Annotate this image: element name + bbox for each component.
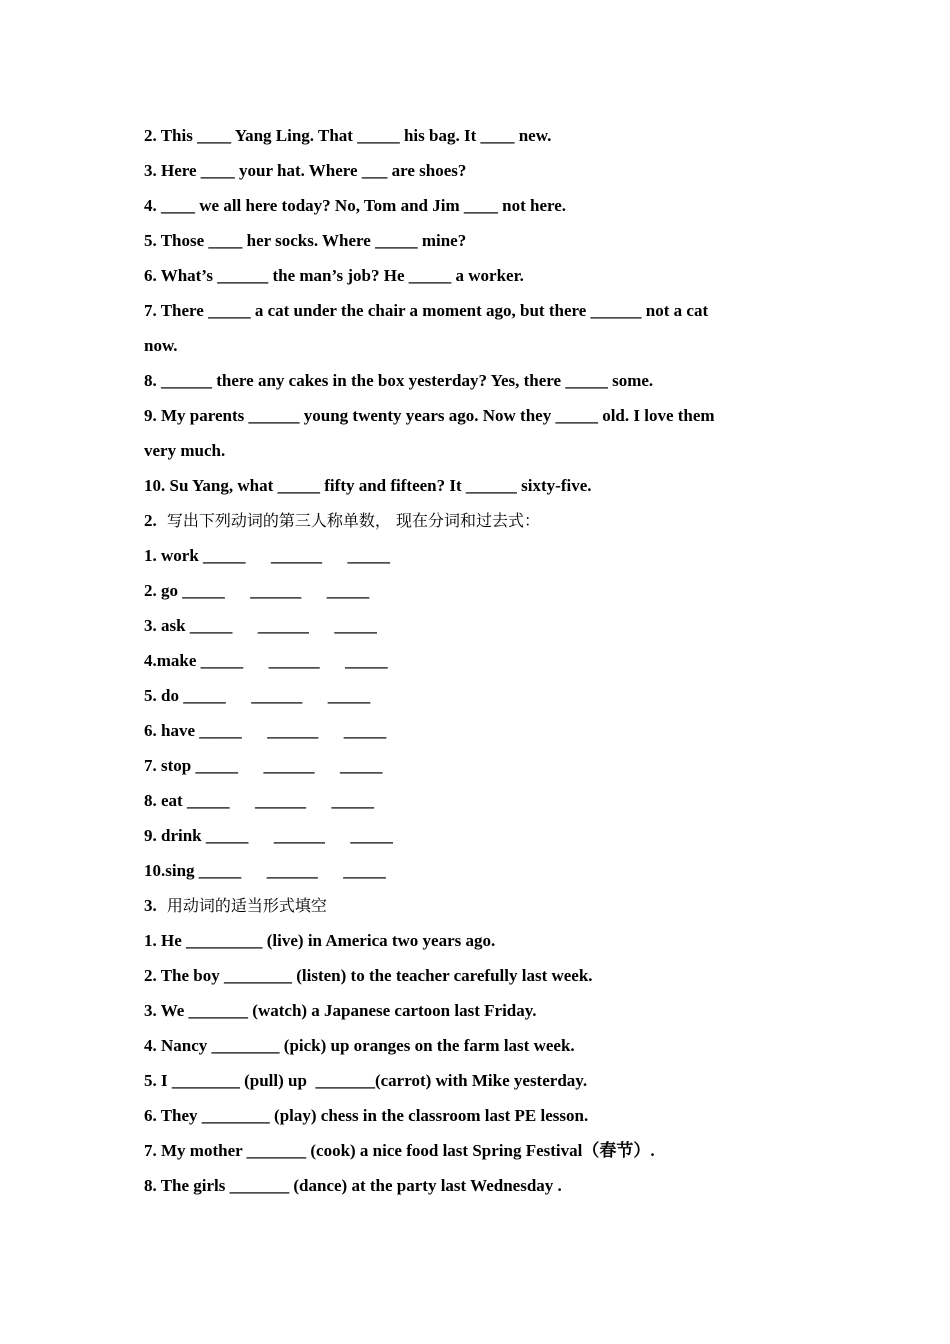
verb-item bbox=[144, 538, 824, 573]
verb-item bbox=[144, 853, 824, 888]
verb-label: 5. do bbox=[144, 686, 179, 705]
question-line: 5. I ________ (pull) up _______(carrot) with Mike yesterday. bbox=[144, 1071, 588, 1090]
question-line: 3. We _______ (watch) a Japanese cartoon last Friday. bbox=[144, 1001, 537, 1020]
section-2 bbox=[144, 503, 824, 888]
verb-blanks: _____ ______ _____ bbox=[205, 826, 393, 845]
question-line: 4. Nancy ________ (pick) up oranges on the farm last week. bbox=[144, 1036, 575, 1055]
verb-label: 7. stop bbox=[144, 756, 192, 775]
verb-label: 8. eat bbox=[144, 791, 183, 810]
verb-label: 6. have bbox=[144, 721, 195, 740]
question-line: 2. The boy ________ (listen) to the teacher carefully last week. bbox=[144, 966, 593, 985]
question-line: 1. He _________ (live) in America two years ago. bbox=[144, 931, 496, 950]
section-2-number: 2. bbox=[144, 511, 157, 530]
question-line: 9. My parents ______ young twenty years ago. Now they _____ old. I love them bbox=[144, 406, 715, 425]
question-line: 6. What’s ______ the man’s job? He _____ a worker. bbox=[144, 266, 524, 285]
verb-blanks: _____ ______ _____ bbox=[189, 616, 377, 635]
verb-item bbox=[144, 748, 824, 783]
verb-blanks: _____ ______ _____ bbox=[182, 581, 370, 600]
verb-label: 10.sing bbox=[144, 861, 195, 880]
verb-blanks: _____ ______ _____ bbox=[203, 546, 391, 565]
verb-label: 9. drink bbox=[144, 826, 202, 845]
question-line: now. bbox=[144, 336, 178, 355]
question-line: 8. ______ there any cakes in the box yesterday? Yes, there _____ some. bbox=[144, 371, 654, 390]
verb-item bbox=[144, 608, 824, 643]
question-line: very much. bbox=[144, 441, 226, 460]
verb-item bbox=[144, 643, 824, 678]
verb-blanks: _____ ______ _____ bbox=[183, 686, 371, 705]
section-3-title: 用动词的适当形式填空 bbox=[166, 896, 327, 915]
question-line: 6. They ________ (play) chess in the classroom last PE lesson. bbox=[144, 1106, 589, 1125]
worksheet-page bbox=[144, 118, 824, 1203]
section-3-number: 3. bbox=[144, 896, 157, 915]
section-1 bbox=[144, 118, 824, 503]
verb-label: 2. go bbox=[144, 581, 178, 600]
question-line: 5. Those ____ her socks. Where _____ mine? bbox=[144, 231, 467, 250]
question-line: 2. This ____ Yang Ling. That _____ his bag. It ____ new. bbox=[144, 126, 552, 145]
question-line: 7. My mother _______ (cook) a nice food last Spring Festival（春节）. bbox=[144, 1141, 655, 1160]
verb-label: 4.make bbox=[144, 651, 197, 670]
verb-label: 3. ask bbox=[144, 616, 186, 635]
question-line: 8. The girls _______ (dance) at the party last Wednesday . bbox=[144, 1176, 562, 1195]
verb-blanks: _____ ______ _____ bbox=[198, 861, 386, 880]
section-2-title: 写出下列动词的第三人称单数， 现在分词和过去式： bbox=[166, 511, 541, 530]
verb-blanks: _____ ______ _____ bbox=[199, 721, 387, 740]
verb-item bbox=[144, 678, 824, 713]
verb-blanks: _____ ______ _____ bbox=[186, 791, 374, 810]
verb-blanks: _____ ______ _____ bbox=[195, 756, 383, 775]
verb-item bbox=[144, 783, 824, 818]
question-line: 4. ____ we all here today? No, Tom and Jim ____ not here. bbox=[144, 196, 567, 215]
verb-item bbox=[144, 818, 824, 853]
verb-label: 1. work bbox=[144, 546, 199, 565]
verb-item bbox=[144, 713, 824, 748]
section-2-heading bbox=[144, 503, 824, 538]
section-3 bbox=[144, 888, 824, 1203]
question-line: 7. There _____ a cat under the chair a moment ago, but there ______ not a cat bbox=[144, 301, 709, 320]
question-line: 3. Here ____ your hat. Where ___ are shoes? bbox=[144, 161, 467, 180]
section-3-heading bbox=[144, 888, 824, 923]
verb-item bbox=[144, 573, 824, 608]
verb-blanks: _____ ______ _____ bbox=[200, 651, 388, 670]
question-line: 10. Su Yang, what _____ fifty and fifteen? It ______ sixty-five. bbox=[144, 476, 592, 495]
